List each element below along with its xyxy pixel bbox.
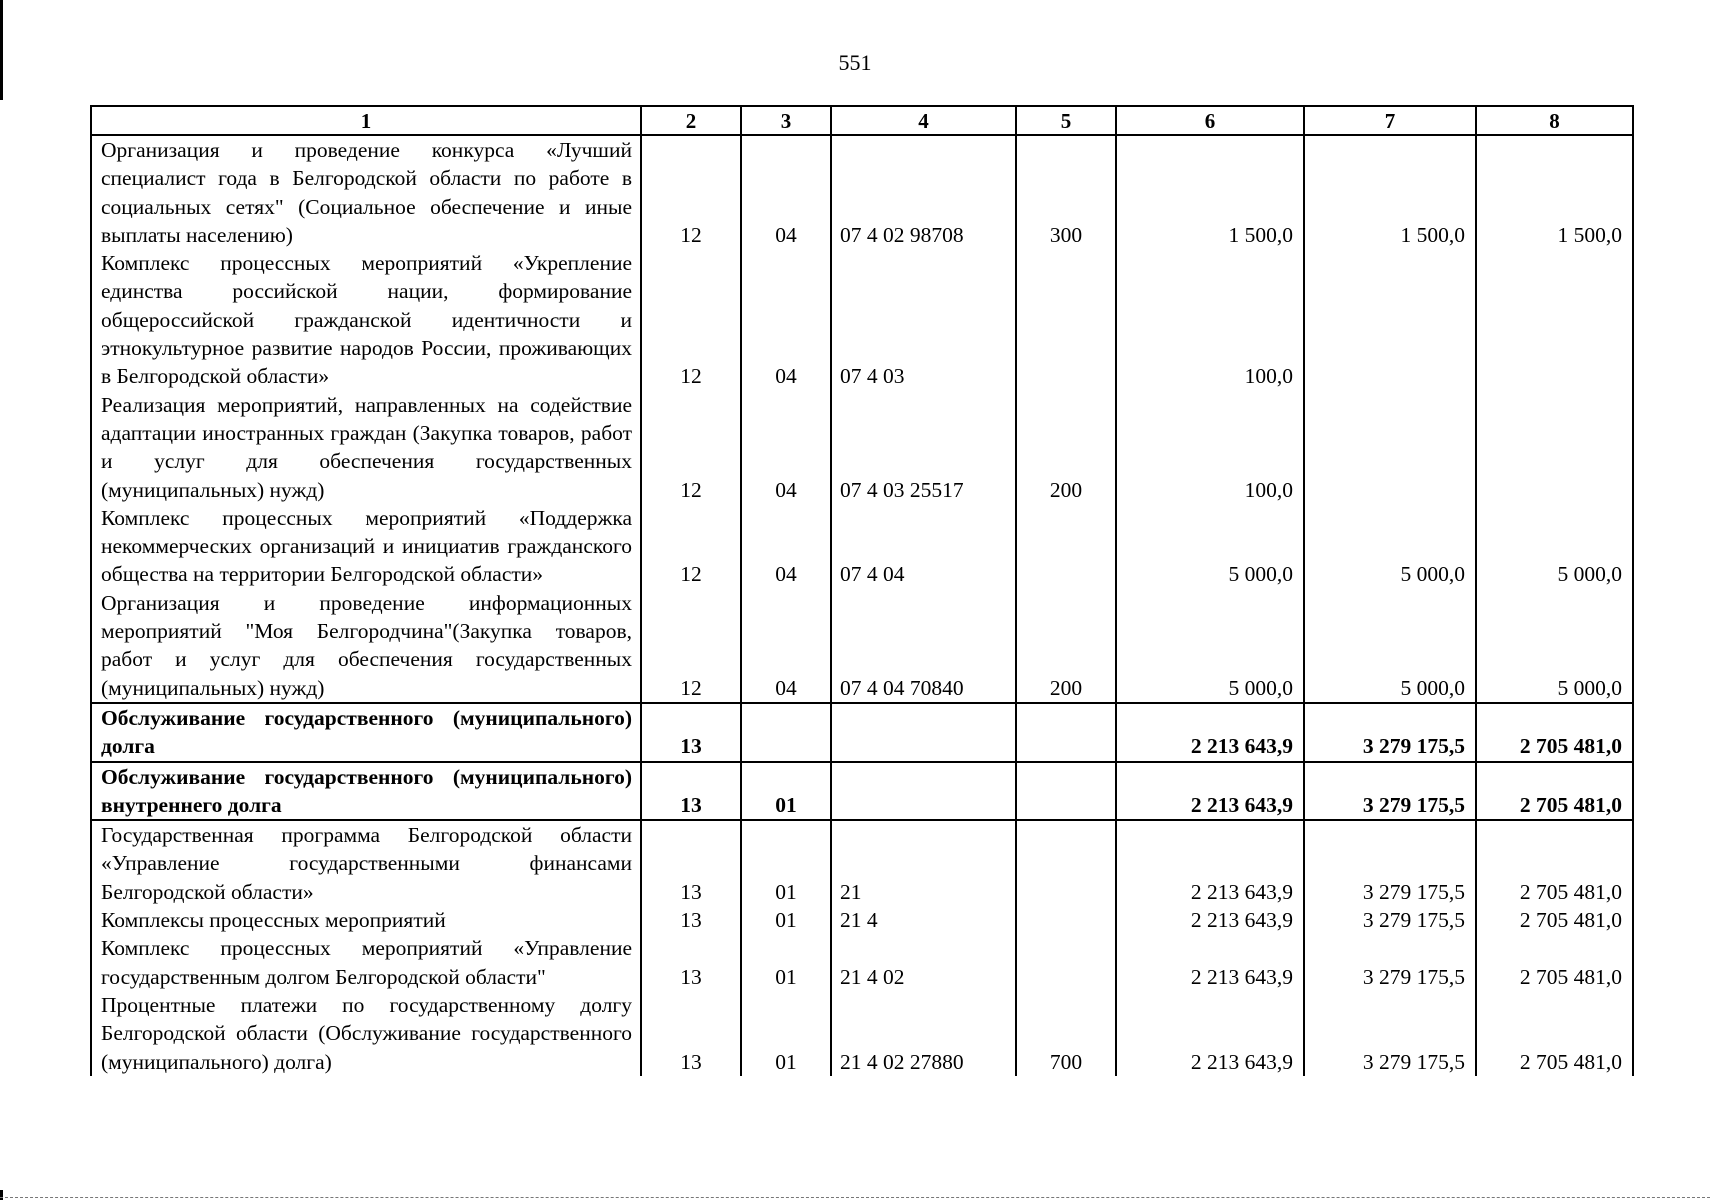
page-number: 551: [838, 50, 872, 75]
expense-type-cell: 300: [1016, 135, 1116, 249]
expense-type-cell: [1016, 249, 1116, 390]
section-code-cell: 13: [641, 934, 741, 991]
table-header-row: [91, 106, 1633, 135]
row-name-cell: Комплекс процессных мероприятий «Управление государственным долгом Белгородской области": [91, 934, 641, 991]
amount-cell-col6: 100,0: [1116, 391, 1304, 504]
amount-cell-col6: 2 213 643,9: [1116, 906, 1304, 934]
amount-cell-col7: 5 000,0: [1304, 589, 1476, 703]
subsection-code-cell: 04: [741, 504, 831, 589]
amount-cell-col7: 1 500,0: [1304, 135, 1476, 249]
section-code-cell: 12: [641, 391, 741, 504]
amount-cell-col7: 3 279 175,5: [1304, 991, 1476, 1076]
table-row: [91, 135, 1633, 249]
section-code-cell: 13: [641, 906, 741, 934]
expense-type-cell: [1016, 820, 1116, 906]
amount-cell-col8: 2 705 481,0: [1476, 820, 1633, 906]
row-name-cell: Организация и проведение конкурса «Лучший специалист года в Белгородской области по работе в социальных сетях" (Социальное обеспечение и иные выплаты населению): [91, 135, 641, 249]
subsection-code-cell: 01: [741, 934, 831, 991]
table-row: [91, 703, 1633, 762]
amount-cell-col7: 3 279 175,5: [1304, 703, 1476, 762]
amount-cell-col6: 2 213 643,9: [1116, 991, 1304, 1076]
section-code-cell: 13: [641, 991, 741, 1076]
subsection-code-cell: 01: [741, 820, 831, 906]
amount-cell-col6: 2 213 643,9: [1116, 762, 1304, 821]
table-row: [91, 906, 1633, 934]
expense-type-cell: 200: [1016, 391, 1116, 504]
row-name-cell: Комплекс процессных мероприятий «Поддержка некоммерческих организаций и инициатив гражданского общества на территории Белгородской области»: [91, 504, 641, 589]
expense-type-cell: [1016, 934, 1116, 991]
row-name-cell: Процентные платежи по государственному долгу Белгородской области (Обслуживание государственного (муниципального) долга): [91, 991, 641, 1076]
table-row: [91, 762, 1633, 821]
row-name-cell: Комплекс процессных мероприятий «Укрепление единства российской нации, формирование общероссийской гражданской идентичности и этнокультурное развитие народов России, проживающих в Белгородской области»: [91, 249, 641, 390]
subsection-code-cell: 04: [741, 135, 831, 249]
row-name-cell: Обслуживание государственного (муниципального) долга: [91, 703, 641, 762]
amount-cell-col6: 2 213 643,9: [1116, 820, 1304, 906]
target-article-cell: 07 4 03: [831, 249, 1016, 390]
expense-type-cell: 200: [1016, 589, 1116, 703]
section-code-cell: 13: [641, 762, 741, 821]
header-cell: 4: [831, 106, 1016, 135]
expense-type-cell: [1016, 703, 1116, 762]
amount-cell-col8: [1476, 391, 1633, 504]
amount-cell-col8: 2 705 481,0: [1476, 906, 1633, 934]
target-article-cell: 21 4 02: [831, 934, 1016, 991]
amount-cell-col8: 5 000,0: [1476, 504, 1633, 589]
amount-cell-col8: 5 000,0: [1476, 589, 1633, 703]
target-article-cell: 21 4 02 27880: [831, 991, 1016, 1076]
target-article-cell: 21: [831, 820, 1016, 906]
amount-cell-col6: 2 213 643,9: [1116, 703, 1304, 762]
amount-cell-col8: 2 705 481,0: [1476, 934, 1633, 991]
target-article-cell: 07 4 02 98708: [831, 135, 1016, 249]
expense-type-cell: [1016, 762, 1116, 821]
row-name-cell: Организация и проведение информационных мероприятий "Моя Белгородчина"(Закупка товаров, работ и услуг для обеспечения государственных (муниципальных) нужд): [91, 589, 641, 703]
budget-table: [90, 105, 1634, 1076]
table-body: [91, 135, 1633, 1076]
table-row: [91, 391, 1633, 504]
header-cell: 5: [1016, 106, 1116, 135]
amount-cell-col6: 100,0: [1116, 249, 1304, 390]
amount-cell-col6: 5 000,0: [1116, 504, 1304, 589]
expense-type-cell: [1016, 504, 1116, 589]
header-cell: 6: [1116, 106, 1304, 135]
amount-cell-col8: 2 705 481,0: [1476, 762, 1633, 821]
amount-cell-col7: 3 279 175,5: [1304, 762, 1476, 821]
row-name-cell: Комплексы процессных мероприятий: [91, 906, 641, 934]
subsection-code-cell: 04: [741, 589, 831, 703]
header-cell: 1: [91, 106, 641, 135]
section-code-cell: 12: [641, 504, 741, 589]
amount-cell-col8: 2 705 481,0: [1476, 991, 1633, 1076]
subsection-code-cell: 01: [741, 762, 831, 821]
amount-cell-col7: 3 279 175,5: [1304, 906, 1476, 934]
target-article-cell: [831, 703, 1016, 762]
table-row: [91, 504, 1633, 589]
target-article-cell: 21 4: [831, 906, 1016, 934]
table-row: [91, 934, 1633, 991]
amount-cell-col6: 2 213 643,9: [1116, 934, 1304, 991]
target-article-cell: 07 4 04: [831, 504, 1016, 589]
target-article-cell: 07 4 04 70840: [831, 589, 1016, 703]
header-cell: 3: [741, 106, 831, 135]
table-row: [91, 249, 1633, 390]
section-code-cell: 12: [641, 589, 741, 703]
amount-cell-col8: 2 705 481,0: [1476, 703, 1633, 762]
amount-cell-col7: 5 000,0: [1304, 504, 1476, 589]
row-name-cell: Обслуживание государственного (муниципального) внутреннего долга: [91, 762, 641, 821]
page-bottom-rule: [0, 1197, 1710, 1199]
table-row: [91, 589, 1633, 703]
subsection-code-cell: 01: [741, 906, 831, 934]
amount-cell-col7: [1304, 391, 1476, 504]
subsection-code-cell: 04: [741, 391, 831, 504]
amount-cell-col8: 1 500,0: [1476, 135, 1633, 249]
section-code-cell: 13: [641, 703, 741, 762]
amount-cell-col6: 1 500,0: [1116, 135, 1304, 249]
amount-cell-col6: 5 000,0: [1116, 589, 1304, 703]
header-cell: 2: [641, 106, 741, 135]
section-code-cell: 12: [641, 249, 741, 390]
target-article-cell: [831, 762, 1016, 821]
section-code-cell: 12: [641, 135, 741, 249]
subsection-code-cell: 04: [741, 249, 831, 390]
expense-type-cell: 700: [1016, 991, 1116, 1076]
expense-type-cell: [1016, 906, 1116, 934]
table-row: [91, 991, 1633, 1076]
amount-cell-col7: 3 279 175,5: [1304, 934, 1476, 991]
header-cell: 7: [1304, 106, 1476, 135]
subsection-code-cell: 01: [741, 991, 831, 1076]
amount-cell-col7: [1304, 249, 1476, 390]
header-cell: 8: [1476, 106, 1633, 135]
target-article-cell: 07 4 03 25517: [831, 391, 1016, 504]
subsection-code-cell: [741, 703, 831, 762]
row-name-cell: Государственная программа Белгородской области «Управление государственными финансами Белгородской области»: [91, 820, 641, 906]
amount-cell-col7: 3 279 175,5: [1304, 820, 1476, 906]
table-row: [91, 820, 1633, 906]
row-name-cell: Реализация мероприятий, направленных на содействие адаптации иностранных граждан (Закупка товаров, работ и услуг для обеспечения государственных (муниципальных) нужд): [91, 391, 641, 504]
amount-cell-col8: [1476, 249, 1633, 390]
section-code-cell: 13: [641, 820, 741, 906]
